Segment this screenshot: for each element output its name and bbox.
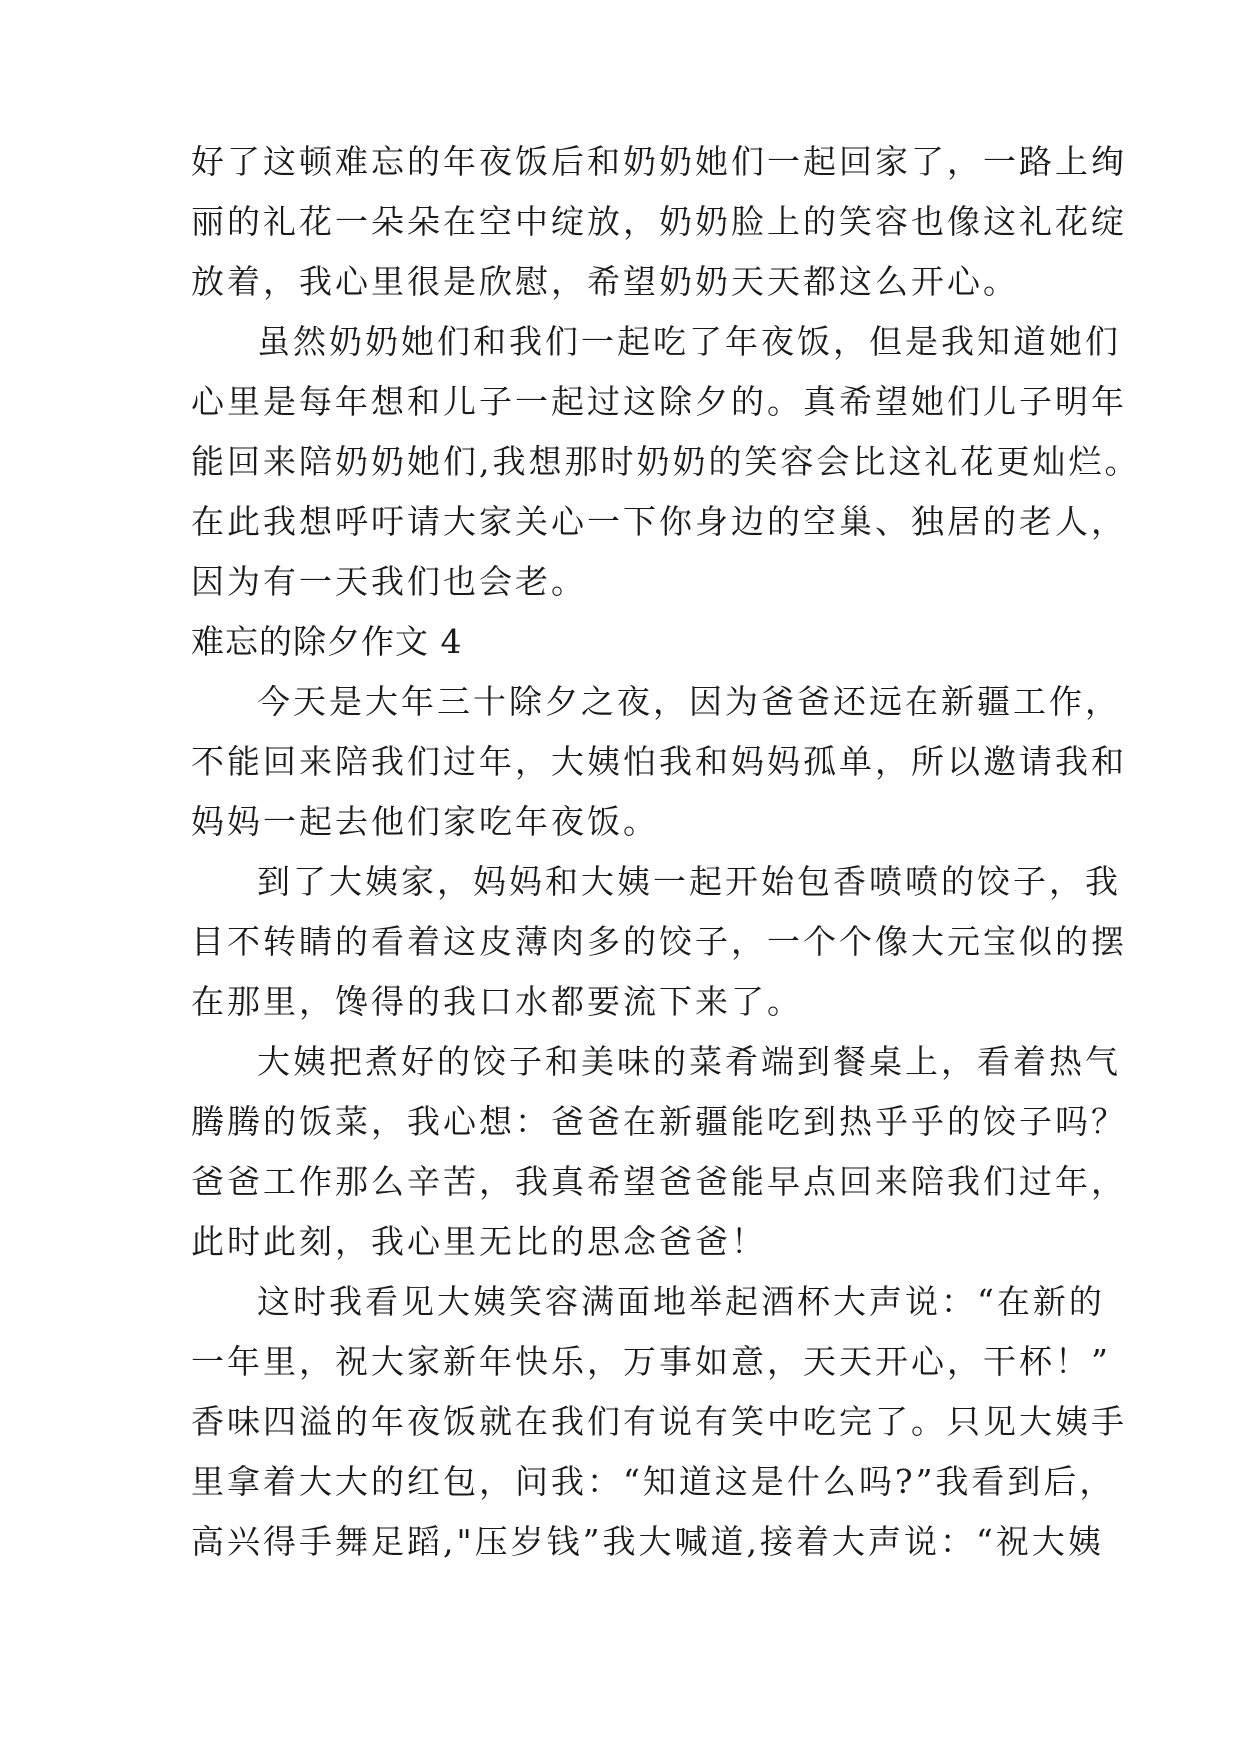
paragraph-2 [191, 312, 1141, 612]
text-line: 今天是大年三十除夕之夜，因为爸爸还远在新疆工作， [257, 682, 1121, 721]
text-line: 大姨把煮好的饺子和美味的菜肴端到餐桌上，看着热气 [257, 1042, 1121, 1081]
text-line: 丽的礼花一朵朵在空中绽放，奶奶脸上的笑容也像这礼花绽 [191, 202, 1127, 241]
text-line: 一年里，祝大家新年快乐，万事如意，天天开心，干杯！” [191, 1342, 1111, 1381]
text-line: 不能回来陪我们过年，大姨怕我和妈妈孤单，所以邀请我和 [191, 742, 1127, 781]
text-line: 在那里，馋得的我口水都要流下来了。 [191, 982, 803, 1021]
paragraph-1 [191, 132, 1127, 312]
document-body [191, 132, 1141, 1572]
text-line: 香味四溢的年夜饭就在我们有说有笑中吃完了。只见大姨手 [191, 1402, 1127, 1441]
text-line: 里拿着大大的红包，问我：“知道这是什么吗?”我看到后， [191, 1462, 1116, 1501]
paragraph-4 [191, 852, 1127, 1032]
paragraph-5 [191, 1032, 1127, 1272]
text-line: 放着，我心里很是欣慰，希望奶奶天天都这么开心。 [191, 262, 1019, 301]
text-line: 妈妈一起去他们家吃年夜饭。 [191, 802, 659, 841]
paragraph-3 [191, 672, 1127, 852]
text-line: 能回来陪奶奶她们,我想那时奶奶的笑容会比这礼花更灿烂。 [191, 442, 1141, 481]
text-line: 好了这顿难忘的年夜饭后和奶奶她们一起回家了，一路上绚 [191, 142, 1127, 181]
text-line: 爸爸工作那么辛苦，我真希望爸爸能早点回来陪我们过年， [191, 1162, 1127, 1201]
paragraph-6 [191, 1272, 1127, 1572]
text-line: 高兴得手舞足蹈,"压岁钱”我大喊道,接着大声说：“祝大姨 [191, 1522, 1104, 1561]
text-line: 虽然奶奶她们和我们一起吃了年夜饭，但是我知道她们 [257, 322, 1121, 361]
text-line: 这时我看见大姨笑容满面地举起酒杯大声说：“在新的 [257, 1282, 1105, 1321]
text-line: 到了大姨家，妈妈和大姨一起开始包香喷喷的饺子，我 [257, 862, 1121, 901]
section-heading [191, 612, 1071, 672]
text-line: 心里是每年想和儿子一起过这除夕的。真希望她们儿子明年 [191, 382, 1127, 421]
text-line: 腾腾的饭菜，我心想：爸爸在新疆能吃到热乎乎的饺子吗？ [191, 1102, 1127, 1141]
text-line: 因为有一天我们也会老。 [191, 562, 587, 601]
text-line: 此时此刻，我心里无比的思念爸爸！ [191, 1222, 767, 1261]
text-line: 在此我想呼吁请大家关心一下你身边的空巢、独居的老人， [191, 502, 1127, 541]
text-line: 目不转睛的看着这皮薄肉多的饺子，一个个像大元宝似的摆 [191, 922, 1127, 961]
heading-text: 难忘的除夕作文 4 [191, 622, 463, 661]
